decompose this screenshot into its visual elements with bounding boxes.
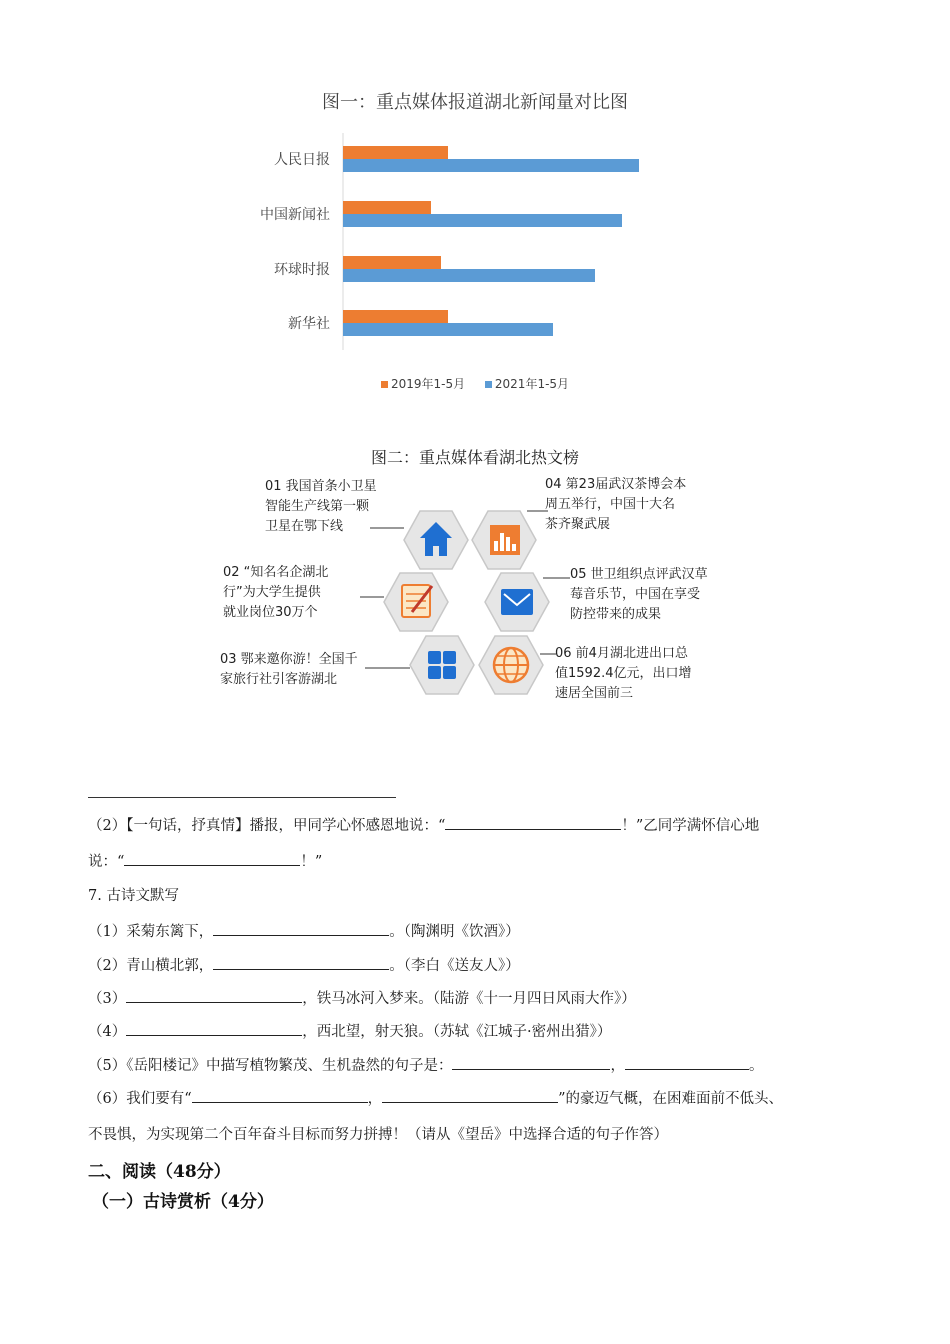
q7-item-2 <box>88 955 520 976</box>
hot-list-title: 图二：重点媒体看湖北热文榜 <box>370 448 579 467</box>
q7-3-prefix: （3） <box>88 991 127 1007</box>
legend-label: 2019年1-5月 <box>390 377 466 391</box>
q6-2-prefix: （2）【一句话，抒真情】播报，甲同学心怀感恩地说：“ <box>88 818 446 834</box>
q7-2-prefix: （2）青山横北郭， <box>88 958 214 974</box>
hot-item-05: 05 世卫组织点评武汉草 莓音乐节，中国在享受 防控带来的成果 <box>570 567 708 622</box>
answer-blank[interactable] <box>126 1021 302 1036</box>
answer-rule-line <box>88 797 396 798</box>
q7-item-6-line2: 不畏惧，为实现第二个百年奋斗目标而努力拼搏！（请从《望岳》中选择合适的句子作答） <box>88 1127 668 1143</box>
hex-tile <box>410 636 474 694</box>
q6-2-mid: ！”乙同学满怀信心地 <box>621 818 760 834</box>
q7-4-suffix: ，西北望，射天狼。（苏轼《江城子·密州出猎》） <box>302 1024 612 1040</box>
q7-title: 7. 古诗文默写 <box>88 888 179 904</box>
answer-blank[interactable] <box>213 921 389 936</box>
answer-blank[interactable] <box>382 1088 558 1103</box>
q7-2-suffix: 。（李白《送友人》） <box>389 958 520 974</box>
notepad-icon <box>402 585 432 617</box>
hot-item-04: 04 第23届武汉茶博会本 周五举行，中国十大名 茶齐聚武展 <box>545 477 687 532</box>
chart1-category-label: 中国新闻社 <box>260 207 330 223</box>
q7-6-suffix: ”的豪迈气概，在困难面前不低头、 <box>558 1091 784 1107</box>
answer-blank[interactable] <box>126 988 302 1003</box>
section-2-heading: 二、阅读（48分） <box>88 1162 231 1182</box>
q7-4-prefix: （4） <box>88 1024 127 1040</box>
q7-5-suffix: 。 <box>748 1058 764 1074</box>
globe-icon <box>494 648 528 682</box>
q7-item-6 <box>88 1088 783 1109</box>
q7-1-suffix: 。（陶渊明《饮酒》） <box>389 924 520 940</box>
hot-item-06: 06 前4月湖北进出口总 值1592.4亿元，出口增 速居全国前三 <box>555 646 692 701</box>
bar-chart-icon <box>490 525 520 555</box>
q6-2-line2-suffix: ！” <box>300 854 323 870</box>
answer-blank[interactable] <box>124 851 300 866</box>
envelope-icon <box>501 589 533 615</box>
q6-2-line2-prefix: 说：“ <box>88 854 125 870</box>
answer-blank[interactable] <box>213 955 389 970</box>
answer-blank[interactable] <box>625 1055 749 1070</box>
chart1-title: 图一：重点媒体报道湖北新闻量对比图 <box>322 92 628 113</box>
legend-label: 2021年1-5月 <box>494 377 570 391</box>
chart1-category-label: 新华社 <box>288 316 330 332</box>
q7-3-suffix: ，铁马冰河入梦来。（陆游《十一月四日风雨大作》） <box>302 991 636 1007</box>
hot-item-01: 01 我国首条小卫星 智能生产线第一颗 卫星在鄂下线 <box>265 479 377 534</box>
q7-6-mid: ， <box>367 1091 383 1107</box>
q7-6-prefix: （6）我们要有“ <box>88 1091 192 1107</box>
answer-blank[interactable] <box>192 1088 368 1103</box>
q7-item-4 <box>88 1021 611 1042</box>
q7-item-1 <box>88 921 520 942</box>
q7-item-5 <box>88 1055 763 1076</box>
q7-5-mid: ， <box>610 1058 625 1074</box>
q7-5-prefix: （5）《岳阳楼记》中描写植物繁茂、生机盎然的句子是： <box>88 1058 453 1074</box>
q7-item-3 <box>88 988 636 1009</box>
hot-item-02: 02 “知名名企湖北 行”为大学生提供 就业岗位30万个 <box>223 565 329 620</box>
q7-1-prefix: （1）采菊东篱下， <box>88 924 214 940</box>
q6-2-line2 <box>88 851 322 872</box>
answer-blank[interactable] <box>452 1055 610 1070</box>
q6-2-line1 <box>88 815 759 836</box>
chart1-category-label: 环球时报 <box>274 262 330 278</box>
hot-item-03: 03 鄂来邀你游！全国千 家旅行社引客游湖北 <box>220 652 358 687</box>
section-2-1-heading: （一）古诗赏析（4分） <box>92 1192 274 1212</box>
chart1-category-label: 人民日报 <box>274 152 330 168</box>
answer-blank[interactable] <box>445 815 621 830</box>
